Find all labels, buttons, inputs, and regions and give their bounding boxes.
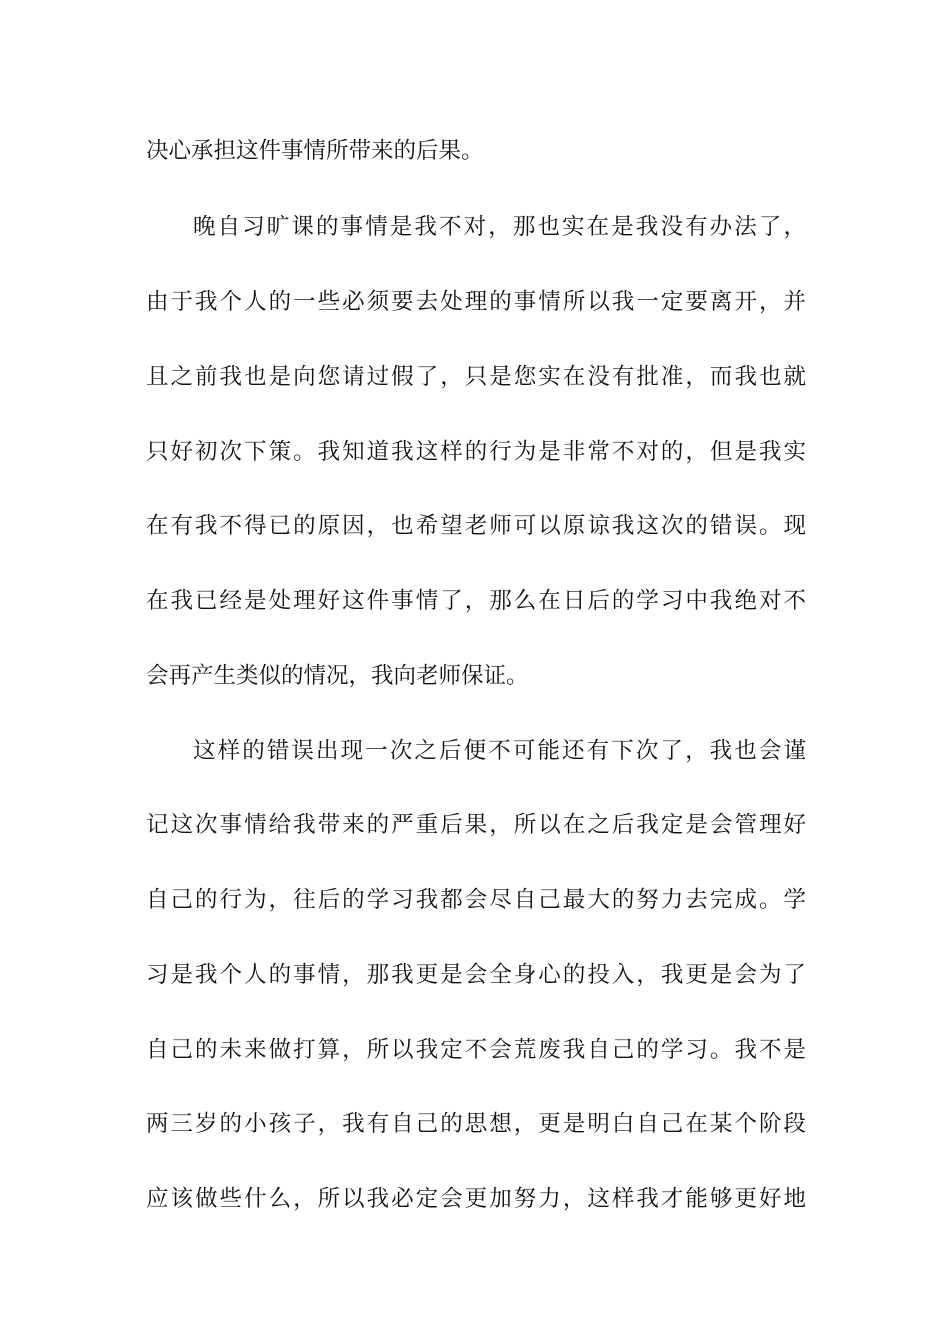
- text-line-7: 在我已经是处理好这件事情了，那么在日后的学习中我绝对不: [146, 588, 806, 614]
- text-line-8: 会再产生类似的情况，我向老师保证。: [146, 663, 529, 689]
- text-line-2: 晚自习旷课的事情是我不对，那也实在是我没有办法了，: [193, 214, 806, 240]
- text-line-1: 决心承担这件事情所带来的后果。: [146, 138, 484, 164]
- text-line-4: 且之前我也是向您请过假了，只是您实在没有批准，而我也就: [146, 364, 806, 390]
- text-line-13: 自己的未来做打算，所以我定不会荒废我自己的学习。我不是: [146, 1037, 806, 1063]
- text-line-9: 这样的错误出现一次之后便不可能还有下次了，我也会谨: [193, 738, 806, 764]
- text-line-10: 记这次事情给我带来的严重后果，所以在之后我定是会管理好: [146, 812, 806, 838]
- text-line-6: 在有我不得已的原因，也希望老师可以原谅我这次的错误。现: [146, 513, 806, 539]
- text-line-12: 习是我个人的事情，那我更是会全身心的投入，我更是会为了: [146, 962, 806, 988]
- text-line-15: 应该做些什么，所以我必定会更加努力，这样我才能够更好地: [146, 1186, 806, 1212]
- text-line-5: 只好初次下策。我知道我这样的行为是非常不对的，但是我实: [146, 439, 806, 465]
- text-line-3: 由于我个人的一些必须要去处理的事情所以我一定要离开，并: [146, 289, 806, 315]
- text-line-11: 自己的行为，往后的学习我都会尽自己最大的努力去完成。学: [146, 887, 806, 913]
- text-line-14: 两三岁的小孩子，我有自己的思想，更是明白自己在某个阶段: [146, 1111, 806, 1137]
